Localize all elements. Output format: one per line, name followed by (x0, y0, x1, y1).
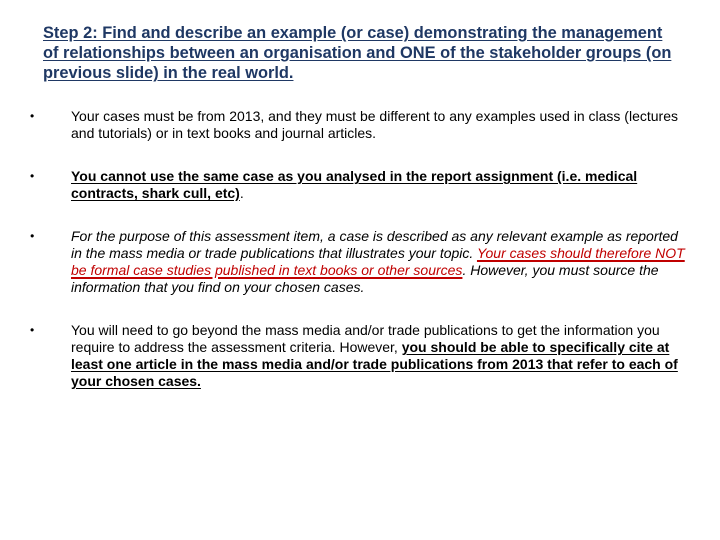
bullet-text-tail: . (239, 185, 244, 201)
bullet-text-emphasis: Your cases should therefore NOT be formal case studies published in text books or other sources (71, 245, 685, 278)
bullet-icon: • (30, 323, 35, 337)
slide-title-text: Step 2: Find and describe an example (or case) demonstrating the management of relationships between an organisation and ONE of the stakeholder groups (on previous slide) in the real world. (43, 24, 672, 82)
bullet-text-underlined: you should be able to specifically cite at least one article in the mass media and/or trade publications from 2013 that refer to each of your chosen cases. (71, 339, 678, 389)
bullet-item-case-definition (30, 228, 690, 296)
slide-title (43, 23, 673, 83)
bullet-text-lead: You will need to go beyond the mass media and/or trade publications to get the information you require to address the assessment criteria. However, (71, 322, 660, 355)
bullet-icon: • (30, 229, 35, 243)
bullet-text-underlined: You cannot use the same case as you analysed in the report assignment (i.e. medical contracts, shark cull, etc) (71, 168, 638, 201)
bullet-text-tail: . However, you must source the information that you find on your chosen cases. (71, 262, 659, 295)
bullet-text: Your cases must be from 2013, and they must be different to any examples used in class (lectures and tutorials) or in text books and journal articles. (71, 108, 678, 141)
bullet-item-cases-from-2013 (30, 108, 690, 142)
bullet-icon: • (30, 169, 35, 183)
bullet-icon: • (30, 109, 35, 123)
bullet-text-lead: For the purpose of this assessment item, a case is described as any relevant example as reported in the mass media or trade publications that illustrates your topic. (71, 228, 678, 261)
bullet-list (30, 108, 690, 390)
bullet-item-no-same-case (30, 168, 690, 202)
bullet-item-beyond-mass-media (30, 322, 690, 390)
